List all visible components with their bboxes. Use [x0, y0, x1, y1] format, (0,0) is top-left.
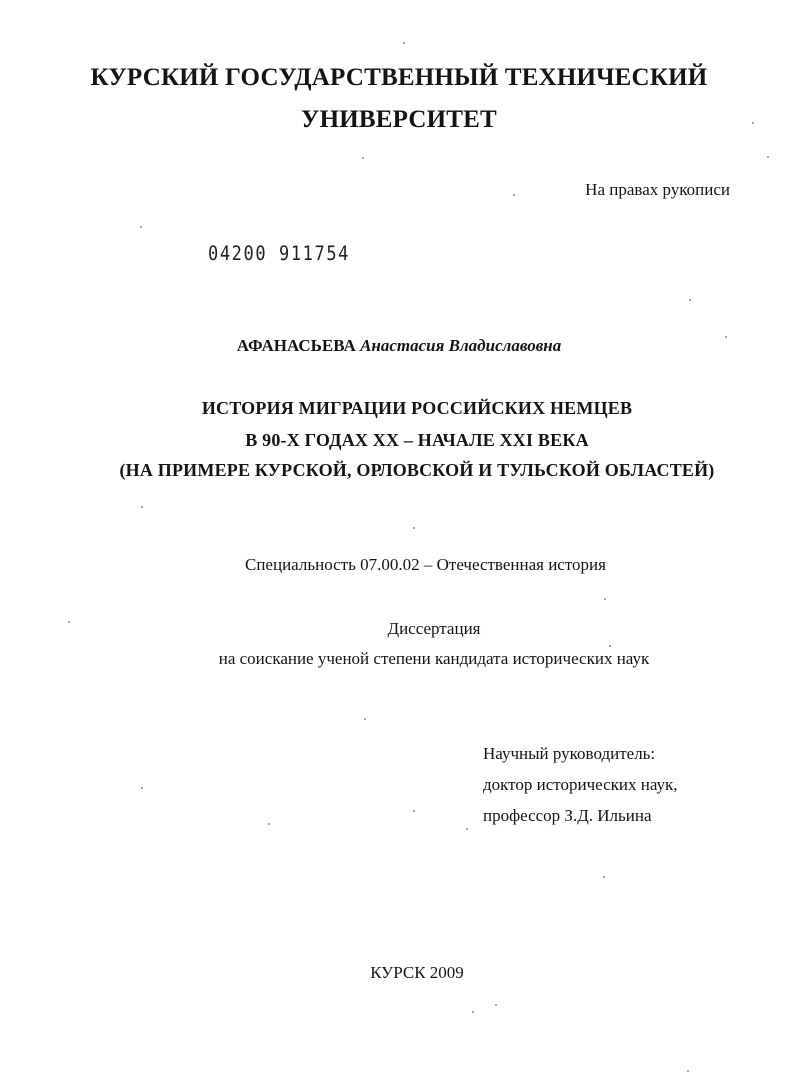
scan-speck: [141, 787, 143, 789]
scan-speck: [513, 194, 515, 196]
dissertation-title-line2: В 90-Х ГОДАХ XX – НАЧАЛЕ XXI ВЕКА: [245, 430, 589, 450]
specialty-line: Специальность 07.00.02 – Отечественная история: [245, 555, 606, 574]
scan-speck: [141, 506, 143, 508]
scan-speck: [725, 336, 727, 338]
scan-speck: [268, 823, 270, 825]
manuscript-rights-note: На правах рукописи: [585, 180, 730, 199]
author-given-names: Анастасия Владиславовна: [360, 336, 562, 355]
city-year: КУРСК 2009: [370, 963, 464, 982]
scan-speck: [604, 598, 606, 600]
author-name: [0, 336, 798, 356]
supervisor-heading: Научный руководитель:: [483, 744, 656, 763]
supervisor-name: профессор З.Д. Ильина: [483, 806, 652, 825]
university-name-line2: УНИВЕРСИТЕТ: [301, 106, 497, 133]
dissertation-title-line3: (НА ПРИМЕРЕ КУРСКОЙ, ОРЛОВСКОЙ И ТУЛЬСКОЙ ОБЛАСТЕЙ): [119, 460, 715, 480]
scan-speck: [403, 42, 405, 44]
scan-speck: [466, 828, 468, 830]
scan-speck: [68, 621, 70, 623]
scan-speck: [609, 645, 611, 647]
scan-speck: [603, 876, 605, 878]
scan-speck: [687, 1070, 689, 1072]
scan-speck: [495, 1004, 497, 1006]
scan-speck: [689, 299, 691, 301]
scan-speck: [472, 1011, 474, 1013]
author-surname: АФАНАСЬЕВА: [236, 336, 356, 355]
registration-number-stamp: 04200 911754: [208, 242, 351, 266]
university-name-line1: КУРСКИЙ ГОСУДАРСТВЕННЫЙ ТЕХНИЧЕСКИЙ: [90, 64, 708, 91]
scan-speck: [752, 122, 754, 124]
scan-speck: [140, 226, 142, 228]
scan-speck: [413, 810, 415, 812]
scan-speck: [364, 718, 366, 720]
supervisor-degree: доктор исторических наук,: [483, 775, 678, 794]
scan-speck: [362, 157, 364, 159]
scan-speck: [767, 156, 769, 158]
scan-speck: [413, 527, 415, 529]
dissertation-title-line1: ИСТОРИЯ МИГРАЦИИ РОССИЙСКИХ НЕМЦЕВ: [201, 398, 633, 418]
dissertation-label: Диссертация: [387, 619, 481, 638]
degree-line: на соискание ученой степени кандидата исторических наук: [218, 649, 650, 668]
